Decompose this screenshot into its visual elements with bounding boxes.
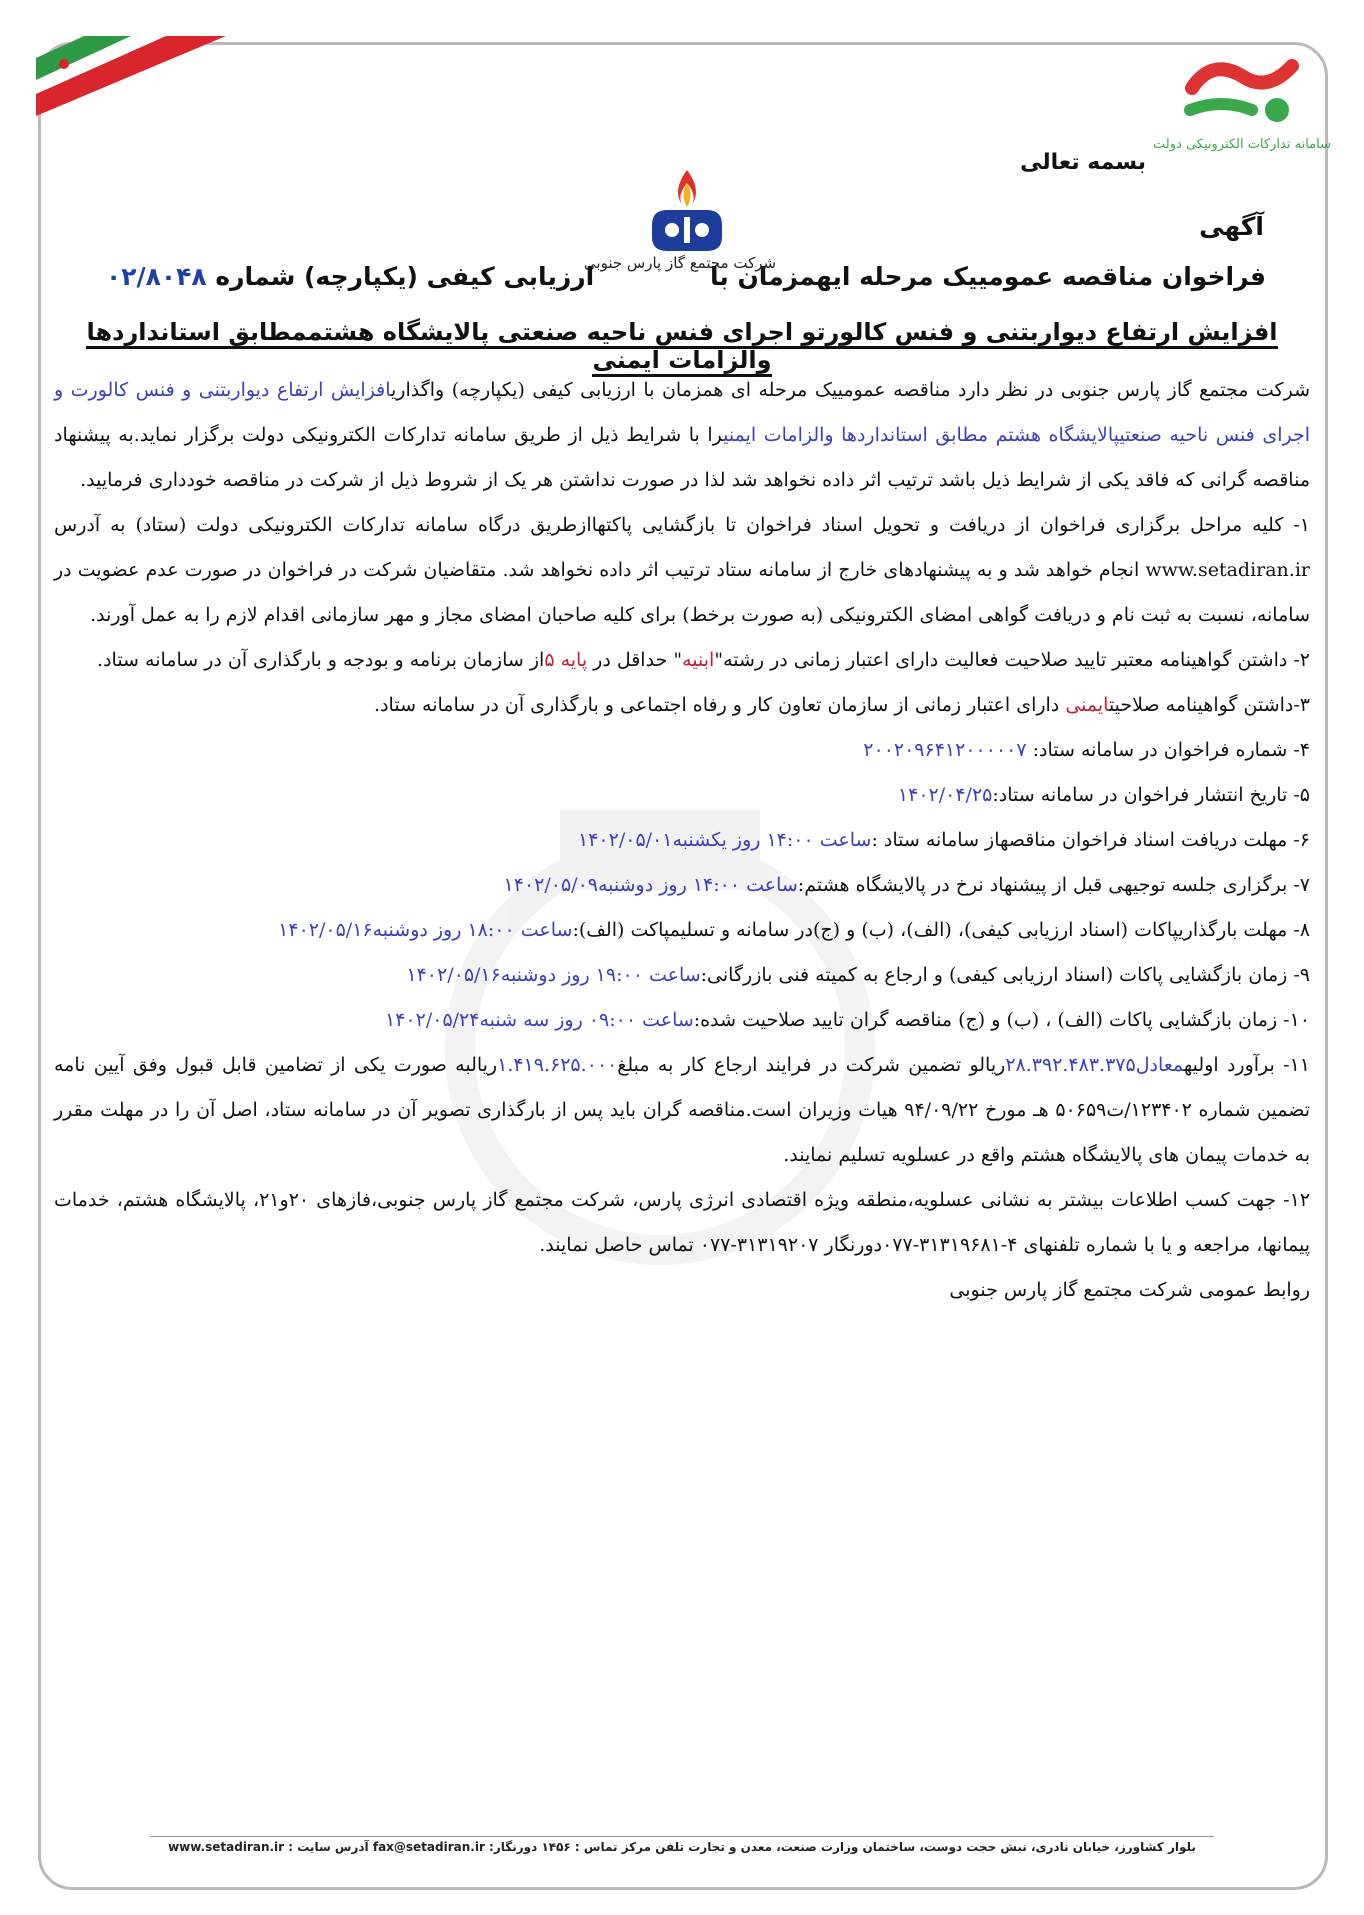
condition-12: ۱۲- جهت کسب اطلاعات بیشتر به نشانی عسلویه،منطقه ویژه اقتصادی انرژی پارس، شرکت مجتمع گاز پارس جنوبی،فازهای ۲۰و۲۱، پالایشگاه هشتم، خدمات پیمانها، مراجعه و یا با شماره تلفنهای ۴-۳۱۳۱۹۶۸۱-۰۷۷دورنگار ۳۱۳۱۹۲۰۷-۰۷۷ تماس حاصل نمایند.: [54, 1189, 1310, 1256]
besmellah: بسمه تعالی: [1020, 150, 1146, 175]
announcement-body: [54, 368, 1310, 1313]
condition-2-text-b: " حداقل در: [587, 649, 683, 671]
condition-2-text-c: از سازمان برنامه و بودجه و بارگذاری آن در سامانه ستاد.: [97, 649, 545, 671]
intro-text-2: را با شرایط ذیل از طریق سامانه تدارکات الکترونیکی دولت برگزار نماید.به پیشنهاد مناقصه گرانی که فاقد یکی از شرایط ذیل باشد ترتیب اثر داده نخواهد شد لذا در صورت نداشتن هر یک از شروط ذیل از شرکت در مناقصه خودداری فرمایید.: [54, 424, 1310, 491]
condition-5-label: ۵- تاریخ انتشار فراخوان در سامانه ستاد:: [992, 784, 1310, 806]
condition-5: [54, 773, 1310, 818]
title-line-2-text: ارزیابی کیفی (یکپارچه) شماره: [215, 262, 595, 291]
announcement-label: آگهی: [1199, 212, 1264, 241]
condition-10-value: ساعت ۰۹:۰۰ روز سه شنبه۱۴۰۲/۰۵/۲۴: [385, 1009, 694, 1031]
condition-7-label: ۷- برگزاری جلسه توجیهی قبل از پیشنهاد نرخ در پالایشگاه هشتم:: [797, 874, 1310, 896]
project-title: [80, 318, 1284, 374]
condition-7: [54, 863, 1310, 908]
condition-3: [54, 683, 1310, 728]
project-title-text: افزایش ارتفاع دیواربتنی و فنس کالورتو اجرای فنس ناحیه صنعتی پالایشگاه هشتممطابق استانداردها والزامات ایمنی: [86, 318, 1277, 377]
intro-project-name: افزایش ارتفاع دیواربتنی و فنس کالورت و اجرای فنس ناحیه صنعتیپالایشگاه هشتم مطابق استانداردها والزامات ایمنی: [54, 379, 1310, 446]
condition-2-grade: پایه ۵: [544, 649, 588, 671]
condition-10-label: ۱۰- زمان بازگشایی پاکات (الف) ، (ب) و (ج) مناقصه گران تایید صلاحیت شده:: [693, 1009, 1310, 1031]
setad-logo: [1153, 48, 1331, 198]
tender-number: ۰۲/۸۰۴۸: [106, 262, 207, 291]
title-line-1: فراخوان مناقصه عمومییک مرحله ایهمزمان با: [709, 262, 1266, 291]
condition-8-value: ساعت ۱۸:۰۰ روز دوشنبه۱۴۰۲/۰۵/۱۶: [278, 919, 573, 941]
svg-text:سامانه تدارکات الکترونیکی دولت: سامانه تدارکات الکترونیکی دولت: [1153, 137, 1331, 152]
condition-3-text-b: دارای اعتبار زمانی از سازمان تعاون کار و رفاه اجتماعی و بارگذاری آن در سامانه ستاد.: [374, 694, 1066, 716]
condition-6: [54, 818, 1310, 863]
company-caption: شرکت مجتمع گاز پارس جنوبی: [583, 254, 777, 272]
condition-11-text-c: ریالبه صورت یکی از تضامین قابل قبول وفق آیین نامه تضمین شماره ۱۲۳۴۰۲/ت۵۰۶۵۹ هـ مورخ ۹۴/۰۹/۲۲ هیات وزیران است.مناقصه گران باید پس از بارگذاری تصویر آن در سامانه ستاد، اصل آن را در مهلت مقرر به خدمات پیمان های پالایشگاه هشتم واقع در عسلویه تسلیم نمایند.: [54, 1054, 1310, 1166]
condition-9: [54, 953, 1310, 998]
condition-4: [54, 728, 1310, 773]
condition-9-label: ۹- زمان بازگشایی پاکات (اسناد ارزیابی کیفی) و ارجاع به کمیته فنی بازرگانی:: [700, 964, 1310, 986]
condition-11-text-b: ریالو تضمین شرکت در فرایند ارجاع کار به مبلغ: [617, 1054, 1006, 1076]
footer-address: بلوار کشاورز، خیابان نادری، نبش حجت دوست، ساختمان وزارت صنعت، معدن و تجارت تلفن مرکز تماس : ۱۴۵۶ دورنگار: fax@setadiran.ir آدرس سایت : www.setadiran.ir: [168, 1840, 1196, 1854]
condition-9-value: ساعت ۱۹:۰۰ روز دوشنبه۱۴۰۲/۰۵/۱۶: [406, 964, 701, 986]
condition-8-label: ۸- مهلت بارگذاریپاکات (اسناد ارزیابی کیفی)، (الف)، (ب) و (ج)در سامانه و تسلیمپاکت (الف):: [572, 919, 1310, 941]
condition-2-field: ابنیه: [682, 649, 715, 671]
condition-10: [54, 998, 1310, 1043]
nigc-logo: [632, 165, 742, 260]
condition-6-label: ۶- مهلت دریافت اسناد فراخوان مناقصهاز سامانه ستاد :: [871, 829, 1310, 851]
intro-text-1: شرکت مجتمع گاز پارس جنوبی در نظر دارد مناقصه عمومییک مرحله ای همزمان با ارزیابی کیفی (یکپارچه) واگذاری: [391, 379, 1310, 401]
condition-11: [54, 1043, 1310, 1178]
condition-2-text-a: ۲- داشتن گواهینامه معتبر تایید صلاحیت فعالیت دارای اعتبار زمانی در رشته": [714, 649, 1310, 671]
condition-4-label: ۴- شماره فراخوان در سامانه ستاد:: [1026, 739, 1310, 761]
condition-2: [54, 638, 1310, 683]
condition-1: ۱- کلیه مراحل برگزاری فراخوان از دریافت و تحویل اسناد فراخوان تا بازگشایی پاکتهاازطریق درگاه سامانه تدارکات الکترونیکی دولت (ستاد) به آدرس www.setadiran.ir انجام خواهد شد و به پیشنهادهای خارج از سامانه ستاد ترتیب اثر داده نخواهد شد. متقاضیان شرکت در فراخوان در صورت عدم عضویت در سامانه، نسبت به ثبت نام و دریافت گواهی امضای الکترونیکی (به صورت برخط) برای کلیه صاحبان امضای مجاز و مهر سازمانی اقدام لازم را به عمل آورند.: [54, 514, 1310, 626]
iran-flag-icon: [36, 36, 226, 116]
footer-divider: [150, 1836, 1214, 1837]
condition-11-estimate: معادل۲۸.۳۹۲.۴۸۳.۳۷۵: [1005, 1054, 1184, 1076]
condition-8: [54, 908, 1310, 953]
condition-3-text-a: ۳-داشتن گواهینامه صلاحیت: [1108, 694, 1310, 716]
closing-signature: روابط عمومی شرکت مجتمع گاز پارس جنوبی: [949, 1279, 1310, 1301]
condition-7-value: ساعت ۱۴:۰۰ روز دوشنبه۱۴۰۲/۰۵/۰۹: [503, 874, 798, 896]
condition-4-value: ۲۰۰۲۰۹۶۴۱۲۰۰۰۰۰۷: [863, 739, 1027, 761]
condition-5-value: ۱۴۰۲/۰۴/۲۵: [897, 784, 993, 806]
intro-paragraph: [54, 368, 1310, 503]
condition-11-text-a: ۱۱- برآورد اولیه: [1183, 1054, 1310, 1076]
condition-3-safety: ایمنی: [1065, 694, 1109, 716]
title-line-2: [106, 262, 594, 291]
condition-11-guarantee: ۱.۴۱۹.۶۲۵.۰۰۰: [497, 1054, 618, 1076]
condition-6-value: ساعت ۱۴:۰۰ روز یکشنبه۱۴۰۲/۰۵/۰۱: [578, 829, 872, 851]
